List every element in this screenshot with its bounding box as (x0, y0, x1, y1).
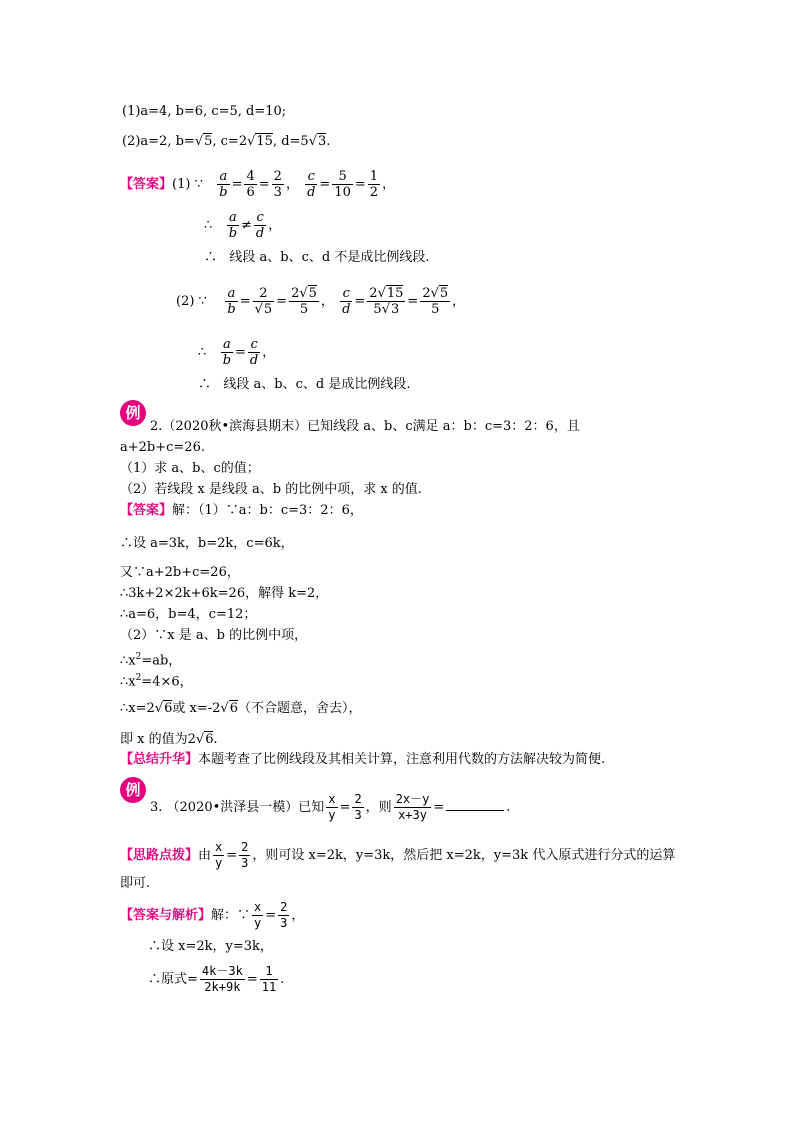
ex1-p2-line: (2) ∵ $\frac{a}{b}$ = $\frac{2}{√5}$ = $\frac{2√5}{5}$ ， $\frac{c}{d}$ = $\frac{2√15}{5√3}$ = $\frac{2√5}{5}$ ， (176, 286, 466, 317)
ex2-summary: 【总结升华】本题考查了比例线段及其相关计算，注意利用代数的方法解决较为简便. (120, 752, 606, 767)
answer-blank (446, 810, 504, 811)
answer-tag: 【答案】 (120, 503, 173, 518)
ex2-line2: a+2b+c=26. (120, 440, 205, 455)
ex3-question: 3. （2020•洪泽县一模）已知 $\frac{x}{y}$ = $\frac{2}{3}$ ，则 $\frac{2x-y}{x+3y}$ = . (150, 792, 511, 822)
ex2-q2: （2）若线段 x 是线段 a、b 的比例中项，求 x 的值. (120, 482, 422, 497)
ex2-step-3: ∴3k+2×2k+6k=26，解得 k=2， (120, 586, 329, 601)
ex1-answer-line1: 【答案】(1) ∵ $\frac{a}{b}$ = $\frac{4}{6}$ = $\frac{2}{3}$ ， $\frac{c}{d}$ = $\frac{5}{10}$ = $\frac{1}{2}$ ， (120, 169, 396, 200)
ex1-p2-conclusion: ∴ 线段 a、b、c、d 是成比例线段. (198, 377, 411, 392)
ex2-x2-ab: $\therefore x^2=ab$， (120, 652, 182, 669)
ex2-answer: 【答案】解：（1）∵a：b：c=3：2：6， (120, 503, 363, 518)
ex1-p1-neq: ∴ $\frac{a}{b}$ ≠ $\frac{c}{d}$ ， (204, 210, 282, 241)
ex3-hint-line2: 即可. (120, 876, 151, 891)
ex2-step-2: 又∵a+2b+c=26， (120, 565, 240, 580)
ex1-part1-given: (1)a=4, b=6, c=5, d=10; (122, 104, 287, 119)
ex3-result: ∴原式= $\frac{4k-3k}{2k+9k}$ = $\frac{1}{11}$ . (148, 964, 285, 994)
ex2-step-4: ∴a=6，b=4，c=12； (120, 607, 257, 622)
ex3-hint: 【思路点拨】由 $\frac{x}{y}$ = $\frac{2}{3}$ ，则可设 x=2k，y=3k，然后把 x=2k，y=3k 代入原式进行分式的运算 (120, 840, 676, 870)
ex1-part2-given: (2)a=2, b=√5, c=2√15, d=5√3. (122, 134, 331, 149)
example-badge: 例 (120, 400, 146, 426)
ex2-step-5: （2）∵x 是 a、b 的比例中项， (120, 628, 308, 643)
ex1-p1-conclusion: ∴ 线段 a、b、c、d 不是成比例线段. (204, 250, 430, 265)
example-badge: 例 (120, 777, 146, 803)
ex2-x2-46: $\therefore x^2=4\times 6$， (120, 673, 193, 690)
ex3-answer: 【答案与解析】解：∵ $\frac{x}{y}$ = $\frac{2}{3}$ ， (120, 900, 305, 930)
ex2-step-1: ∴设 a=3k，b=2k，c=6k， (120, 536, 294, 551)
summary-tag: 【总结升华】 (120, 752, 199, 767)
ex2-x-values: ∴x=2√6或 x=-2√6（不合题意，舍去）， (120, 701, 362, 716)
ex3-set: ∴设 x=2k，y=3k， (148, 939, 273, 954)
ex1-p2-eq: ∴ $\frac{a}{b}$ = $\frac{c}{d}$ ， (198, 337, 276, 368)
answer-tag: 【答案】 (120, 177, 173, 192)
ex2-line1: 2.（2020秋•滨海县期末）已知线段 a、b、c满足 a：b：c=3：2：6，且 (150, 419, 580, 434)
ex2-final: 即 x 的值为2√6. (120, 732, 218, 747)
ex2-q1: （1）求 a、b、c的值； (120, 461, 260, 476)
hint-tag: 【思路点拨】 (120, 848, 199, 863)
answer-analysis-tag: 【答案与解析】 (120, 908, 212, 923)
